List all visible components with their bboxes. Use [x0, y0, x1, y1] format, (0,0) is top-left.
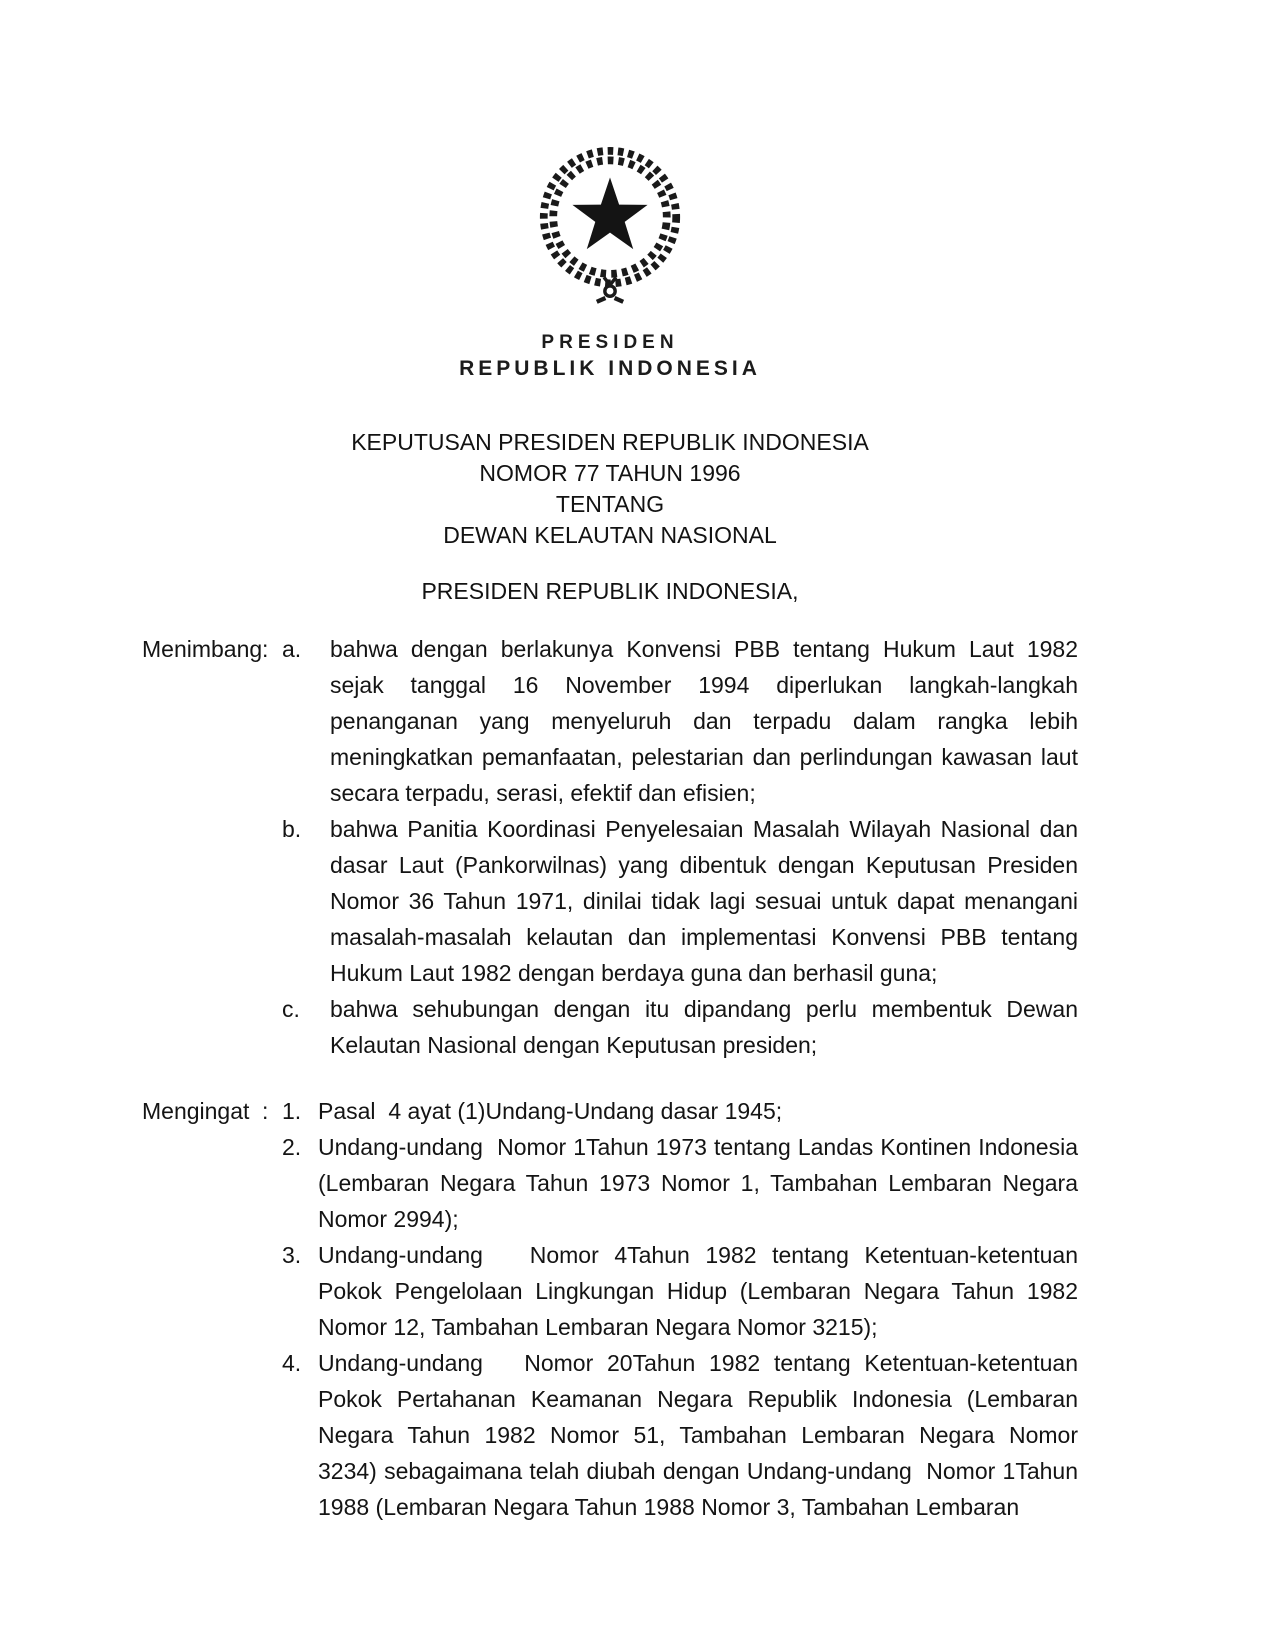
national-emblem-icon — [524, 138, 696, 310]
mengingat-item-3 — [142, 1237, 1085, 1345]
salutation: PRESIDEN REPUBLIK INDONESIA, — [421, 578, 799, 604]
decree-title-line-3: TENTANG — [555, 491, 665, 517]
mengingat-item-4 — [142, 1345, 1085, 1525]
item-marker-4: 4. — [282, 1350, 302, 1376]
decree-title-line-1: KEPUTUSAN PRESIDEN REPUBLIK INDONESIA — [351, 429, 869, 455]
letterhead-line-1: PRESIDEN — [541, 332, 679, 353]
menimbang-item-a — [142, 631, 1085, 811]
mengingat-item-2 — [142, 1129, 1085, 1237]
menimbang-label: Menimbang — [142, 636, 263, 662]
mengingat-label: Mengingat — [142, 1098, 250, 1124]
letterhead-line-2: REPUBLIK INDONESIA — [459, 357, 761, 380]
mengingat-section — [142, 1093, 1085, 1525]
decree-title-block — [142, 427, 1078, 551]
item-marker-c: c. — [282, 996, 300, 1022]
decree-title-line-4: DEWAN KELAUTAN NASIONAL — [443, 522, 777, 548]
item-text-4: Undang-undang Nomor 20Tahun 1982 tentang Ketentuan-ketentuan Pokok Pertahanan Keamanan Negara Republik Indonesia (Lembaran Negara Tahun 1982 Nomor 51, Tambahan Lembaran Negara Nomor 3234) sebagaimana telah diubah dengan Undang-undang Nomor 1Tahun 1988 (Lembaran Negara Tahun 1988 Nomor 3, Tambahan Lembaran — [318, 1350, 1085, 1520]
item-marker-2: 2. — [282, 1134, 302, 1160]
mengingat-colon: : — [262, 1098, 269, 1124]
letterhead — [142, 331, 1078, 383]
menimbang-item-b — [142, 811, 1085, 991]
item-marker-b: b. — [282, 816, 302, 842]
menimbang-item-c — [142, 991, 1085, 1063]
mengingat-item-1 — [142, 1093, 1078, 1129]
menimbang-section — [142, 631, 1085, 1063]
menimbang-colon: : — [262, 636, 269, 662]
item-marker-1: 1. — [282, 1098, 302, 1124]
item-text-b: bahwa Panitia Koordinasi Penyelesaian Masalah Wilayah Nasional dan dasar Laut (Pankorwilnas) yang dibentuk dengan Keputusan Presiden Nomor 36 Tahun 1971, dinilai tidak lagi sesuai untuk dapat menangani masalah-masalah kelautan dan implementasi Konvensi PBB tentang Hukum Laut 1982 dengan berdaya guna dan berhasil guna; — [330, 816, 1085, 986]
item-text-3: Undang-undang Nomor 4Tahun 1982 tentang Ketentuan-ketentuan Pokok Pengelolaan Lingkungan Hidup (Lembaran Negara Tahun 1982 Nomor 12, Tambahan Lembaran Negara Nomor 3215); — [318, 1242, 1085, 1340]
item-marker-3: 3. — [282, 1242, 302, 1268]
document-content — [142, 138, 1085, 1525]
item-text-1: Pasal 4 ayat (1)Undang-Undang dasar 1945; — [318, 1098, 783, 1124]
item-marker-a: a. — [282, 636, 302, 662]
decree-title-line-2: NOMOR 77 TAHUN 1996 — [479, 460, 741, 486]
item-text-2: Undang-undang Nomor 1Tahun 1973 tentang Landas Kontinen Indonesia (Lembaran Negara Tahun 1973 Nomor 1, Tambahan Lembaran Negara Nomor 2994); — [318, 1134, 1085, 1232]
item-text-a: bahwa dengan berlakunya Konvensi PBB tentang Hukum Laut 1982 sejak tanggal 16 November 1994 diperlukan langkah-langkah penanganan yang menyeluruh dan terpadu dalam rangka lebih meningkatkan pemanfaatan, pelestarian dan perlindungan kawasan laut secara terpadu, serasi, efektif dan efisien; — [330, 636, 1085, 806]
emblem-block — [142, 138, 1078, 315]
item-text-c: bahwa sehubungan dengan itu dipandang perlu membentuk Dewan Kelautan Nasional dengan Keputusan presiden; — [330, 996, 1085, 1058]
